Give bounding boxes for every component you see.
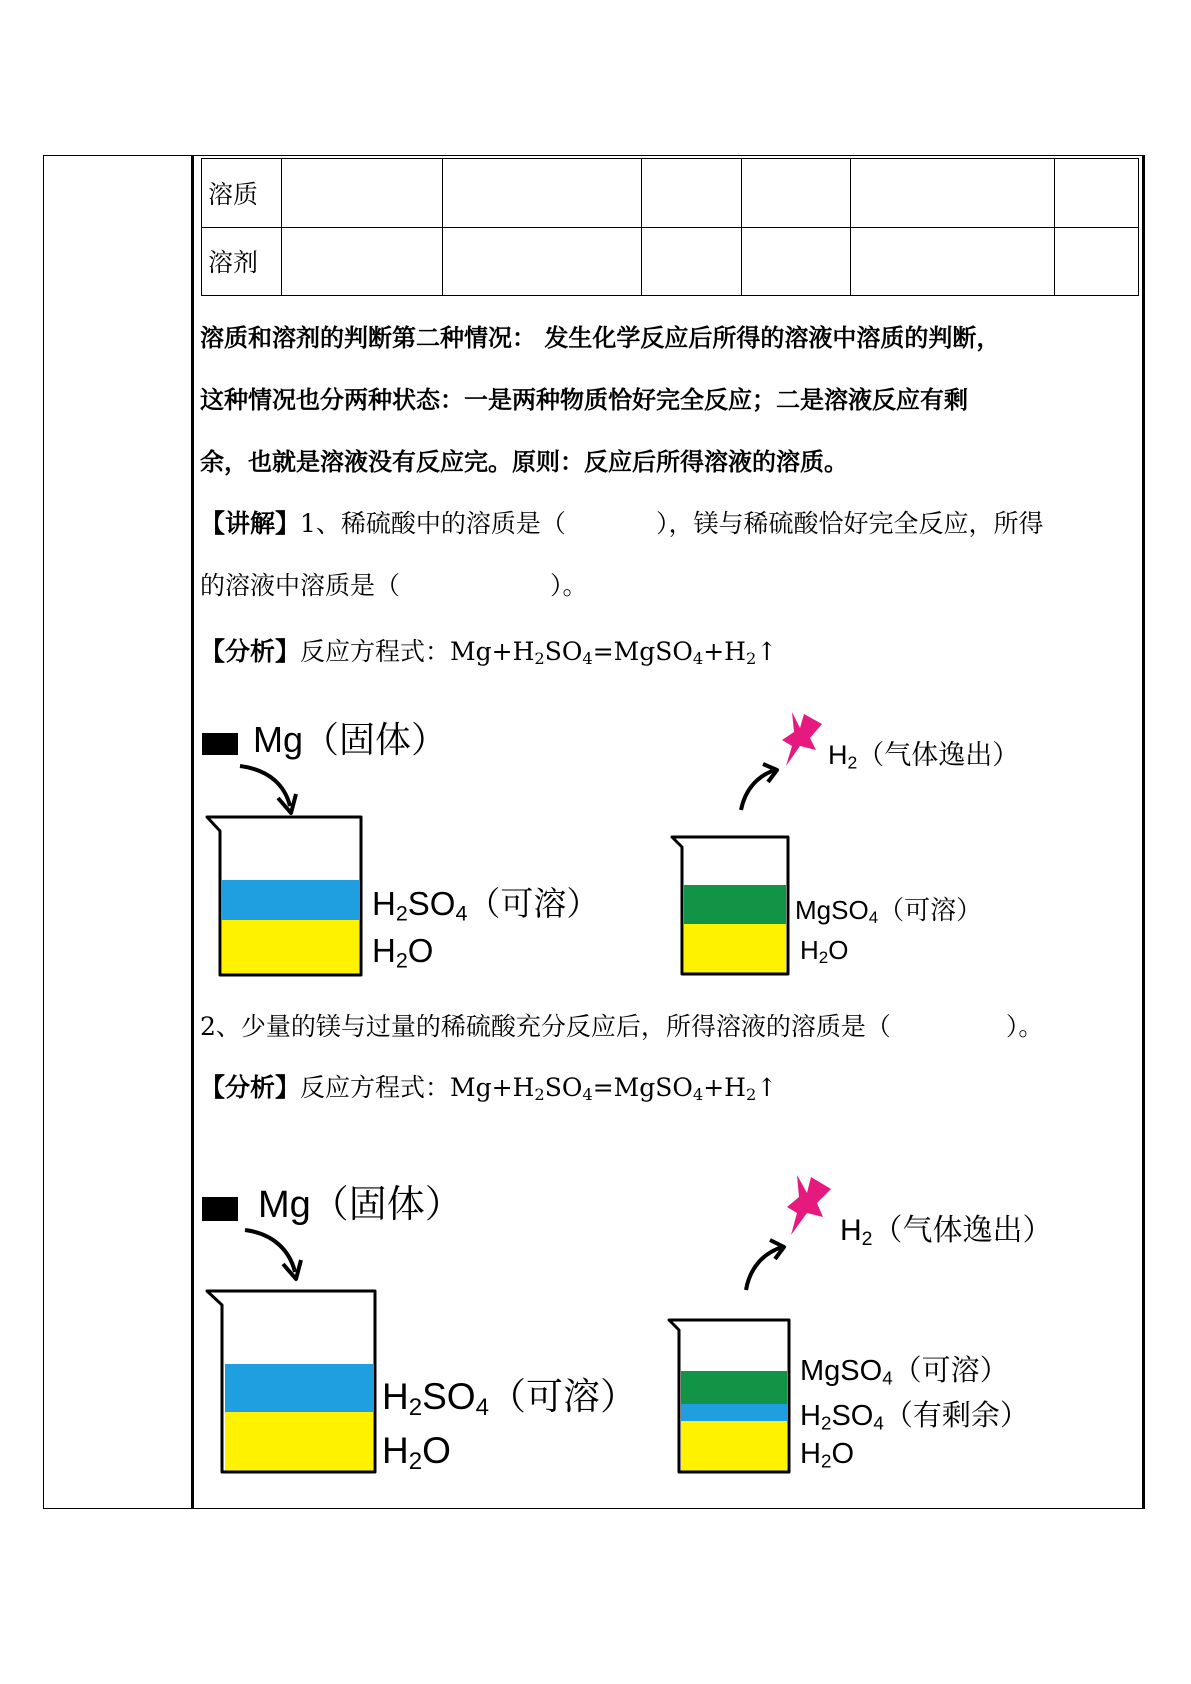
solute-solvent-table	[201, 158, 1139, 296]
mgso4-layer	[681, 1371, 787, 1404]
table-cell[interactable]	[1055, 227, 1139, 296]
explain-tag: 【讲解】	[200, 509, 301, 538]
acid-layer	[225, 1364, 373, 1412]
equation-part: =MgSO	[592, 1073, 693, 1102]
h2so4-remaining-label: $H_2SO_4$（有剩余）	[800, 1400, 1029, 1434]
water-layer	[222, 920, 359, 975]
q1-text-c: 的溶液中溶质是（	[200, 571, 401, 600]
beaker-after	[670, 833, 795, 983]
q2-text-a: 2、少量的镁与过量的稀硫酸充分反应后，所得溶液的溶质是（	[200, 1012, 891, 1041]
acid-layer	[681, 1404, 787, 1421]
analysis-prefix: 反应方程式：	[300, 637, 451, 666]
equation-subscript: 2	[534, 1085, 545, 1105]
equation-subscript: 4	[582, 649, 593, 669]
heading-line-3: 余，也就是溶液没有反应完。原则：反应后所得溶液的溶质。	[200, 448, 848, 476]
mgso4-label: MgSO$_4$（可溶）	[800, 1355, 1009, 1389]
h2o-label: $H_2O$	[372, 932, 434, 973]
gas-arrow-symbol: ↑	[756, 637, 778, 666]
gas-burst-icon	[780, 710, 824, 768]
h2so4-label: $H_2SO_4$（可溶）	[382, 1376, 637, 1421]
mg-state-text: （固体）	[303, 719, 448, 760]
table-cell[interactable]	[742, 227, 851, 296]
table-cell[interactable]	[1055, 159, 1139, 228]
question-2-line	[200, 1007, 1043, 1043]
mgso4-label: MgSO$_4$（可溶）	[795, 895, 983, 928]
equation-subscript: 4	[582, 1085, 593, 1105]
h2-gas-label: $H_2$（气体逸出）	[840, 1214, 1053, 1250]
equation-part: +H	[703, 637, 746, 666]
mgso4-layer	[684, 885, 786, 924]
q1-text-a: 1、稀硫酸中的溶质是（	[300, 509, 566, 538]
mg-label	[253, 712, 447, 763]
table-row	[202, 227, 1139, 296]
equation-subscript: 2	[534, 649, 545, 669]
rise-arrow-icon	[740, 1235, 800, 1295]
table-cell[interactable]	[281, 159, 442, 228]
water-layer	[225, 1412, 373, 1472]
drop-arrow-icon	[230, 758, 300, 818]
mg-label: Mg（固体）	[258, 1184, 463, 1226]
heading-line-1: 溶质和溶剂的判断第二种情况： 发生化学反应后所得的溶液中溶质的判断，	[200, 324, 1001, 352]
rise-arrow-icon	[735, 760, 795, 815]
equation-part: Mg+H	[450, 1073, 535, 1102]
h2o-label-after: $H_2O$	[800, 1438, 854, 1472]
water-layer	[681, 1421, 787, 1472]
beaker-after	[667, 1316, 797, 1481]
h2so4-label: $H_2SO_4$（可溶）	[372, 885, 600, 926]
gas-burst-icon	[785, 1173, 833, 1237]
h2o-label: $H_2O$	[382, 1430, 451, 1475]
equation-part: +H	[703, 1073, 746, 1102]
column-divider	[191, 155, 194, 1509]
mg-block	[202, 733, 238, 755]
table-cell[interactable]	[641, 227, 742, 296]
analysis-line-1	[200, 632, 777, 668]
table-cell[interactable]	[742, 159, 851, 228]
equation-part: SO	[544, 1073, 583, 1102]
analysis-line-2	[200, 1068, 777, 1104]
table-cell[interactable]	[442, 159, 641, 228]
question-1-line-1	[200, 504, 1043, 540]
q2-text-b: ）。	[1005, 1012, 1044, 1041]
analysis-tag: 【分析】	[200, 1073, 301, 1102]
acid-layer	[222, 880, 359, 920]
water-layer	[684, 924, 786, 974]
row-label-solute: 溶质	[202, 159, 282, 228]
table-cell[interactable]	[641, 159, 742, 228]
equation-subscript: 4	[692, 1085, 704, 1105]
question-1-line-2	[200, 566, 588, 602]
beaker-before	[205, 813, 365, 983]
mg-text: Mg	[253, 719, 304, 760]
equation-subscript: 2	[745, 649, 757, 669]
h2o-label-after: $H_2O$	[800, 935, 849, 968]
table-cell[interactable]	[281, 227, 442, 296]
equation-part: Mg+H	[450, 637, 535, 666]
table-cell[interactable]	[851, 159, 1055, 228]
analysis-tag: 【分析】	[200, 637, 301, 666]
equation-part: =MgSO	[592, 637, 693, 666]
drop-arrow-icon	[235, 1222, 305, 1286]
table-cell[interactable]	[442, 227, 641, 296]
q1-text-b: ），镁与稀硫酸恰好完全反应，所得	[655, 509, 1044, 538]
equation-subscript: 4	[692, 649, 704, 669]
heading-line-2: 这种情况也分两种状态：一是两种物质恰好完全反应；二是溶液反应有剩	[200, 386, 968, 414]
analysis-prefix: 反应方程式：	[300, 1073, 451, 1102]
h2-gas-label: $H_2$（气体逸出）	[828, 740, 1020, 773]
q1-text-d: ）。	[550, 571, 588, 600]
row-label-solvent: 溶剂	[202, 227, 282, 296]
equation-part: SO	[544, 637, 583, 666]
equation-subscript: 2	[745, 1085, 757, 1105]
table-cell[interactable]	[851, 227, 1055, 296]
gas-arrow-symbol: ↑	[756, 1073, 778, 1102]
table-row	[202, 159, 1139, 228]
right-border	[1142, 155, 1145, 1509]
mg-block	[202, 1197, 238, 1221]
beaker-before	[205, 1285, 380, 1480]
